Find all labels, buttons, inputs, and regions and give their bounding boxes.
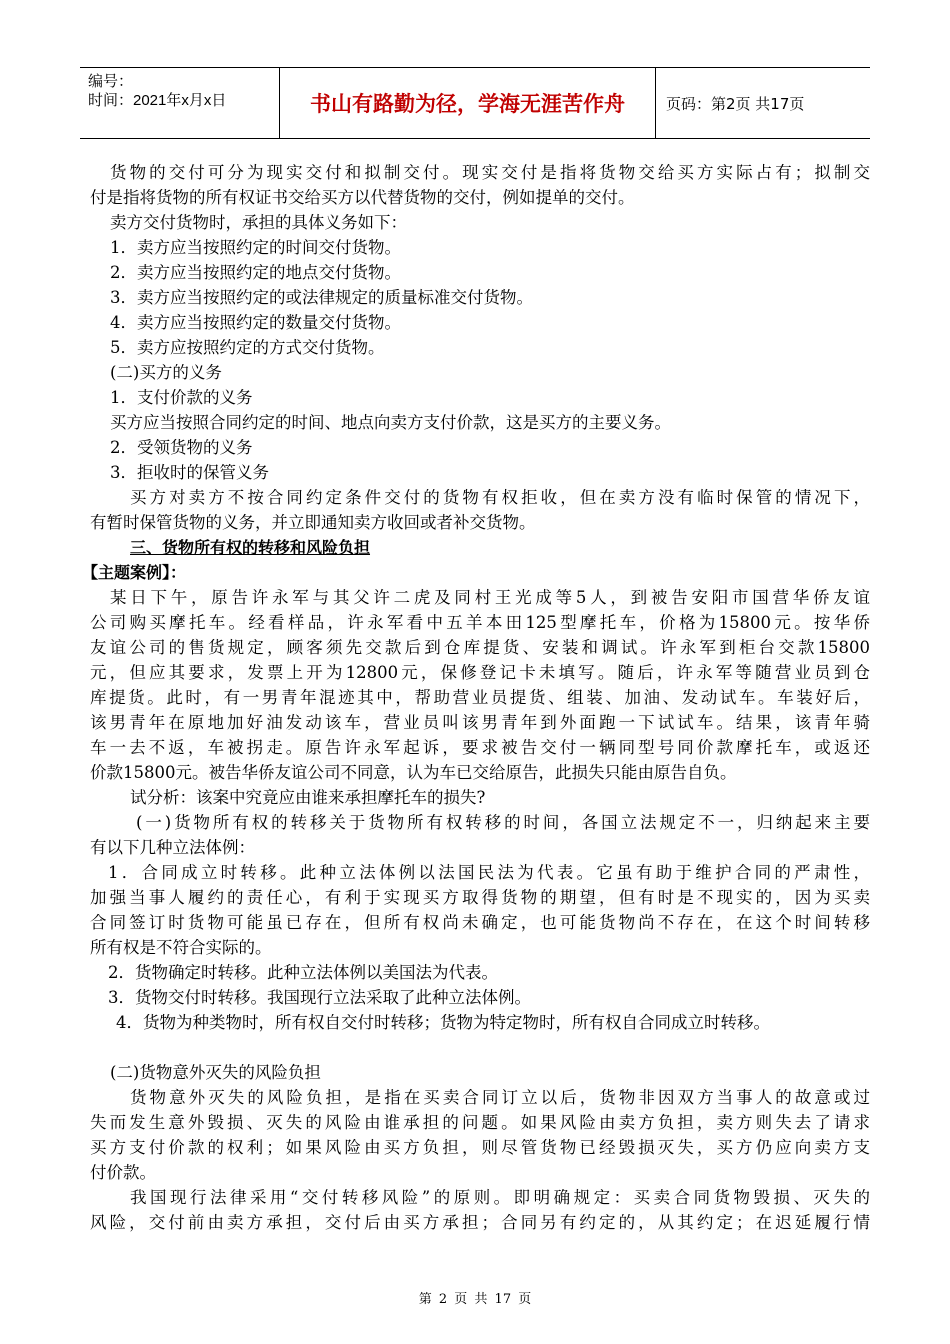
paragraph-line: 价款15800元。被告华侨友谊公司不同意，认为车已交给原告，此损失只能由原告自负。: [90, 763, 737, 782]
list-item: 4．卖方应当按照约定的数量交付货物。: [110, 313, 401, 332]
list-item: 1．支付价款的义务: [110, 388, 253, 407]
header-page-label: 页码：第2页 共17页: [666, 94, 805, 113]
paragraph-line: 有以下几种立法体例：: [90, 838, 255, 857]
page-header: [80, 67, 870, 139]
paragraph-line: 付是指将货物的所有权证书交给买方以代替货物的交付，例如提单的交付。: [90, 188, 635, 207]
paragraph-line: 付价款。: [90, 1163, 156, 1182]
list-item: 1．合同成立时转移。此种立法体例以法国民法为代表。它虽有助于维护合同的严肃性，: [108, 863, 870, 882]
list-item: 2．卖方应当按照约定的地点交付货物。: [110, 263, 401, 282]
list-item: 3．拒收时的保管义务: [110, 463, 269, 482]
paragraph-line: 失而发生意外毁损、灭失的风险由谁承担的问题。如果风险由卖方负担，卖方则失去了请求: [90, 1113, 870, 1132]
paragraph-line: 货物的交付可分为现实交付和拟制交付。现实交付是指将货物交给买方实际占有；拟制交: [110, 163, 870, 182]
paragraph-line: 车一去不返，车被拐走。原告许永军起诉，要求被告交付一辆同型号同价款摩托车，或返还: [90, 738, 870, 757]
paragraph-line: 所有权是不符合实际的。: [90, 938, 272, 957]
blank-line: [90, 1035, 870, 1060]
document-body: [82, 160, 870, 1235]
paragraph-line: (一)货物所有权的转移关于货物所有权转移的时间，各国立法规定不一，归纳起来主要: [136, 813, 870, 832]
paragraph-line: 货物意外灭失的风险负担，是指在买卖合同订立以后，货物非因双方当事人的故意或过: [130, 1088, 870, 1107]
list-item: 3．卖方应当按照约定的或法律规定的质量标准交付货物。: [110, 288, 533, 307]
paragraph-line: 元，但应其要求，发票上开为12800元，保修登记卡未填写。随后，许永军等随营业员到仓: [90, 663, 870, 682]
paragraph-line: 合同签订时货物可能虽已存在，但所有权尚未确定，也可能货物尚不存在，在这个时间转移: [90, 913, 870, 932]
case-heading: 【主题案例】：: [82, 563, 187, 582]
header-meta: [80, 68, 280, 138]
paragraph-line: 买方支付价款的权利；如果风险由买方负担，则尽管货物已经毁损灭失，买方仍应向卖方支: [90, 1138, 870, 1157]
paragraph-line: 买方应当按照合同约定的时间、地点向卖方支付价款，这是买方的主要义务。: [110, 413, 671, 432]
list-item: 2．受领货物的义务: [110, 438, 253, 457]
paragraph-line: 我国现行法律采用“交付转移风险”的原则。即明确规定：买卖合同货物毁损、灭失的: [130, 1188, 870, 1207]
list-item: 1．卖方应当按照约定的时间交付货物。: [110, 238, 401, 257]
subsection-heading: (二)货物意外灭失的风险负担: [110, 1063, 321, 1082]
subsection-heading: (二)买方的义务: [110, 363, 222, 382]
list-item: 4．货物为种类物时，所有权自交付时转移；货物为特定物时，所有权自合同成立时转移。: [116, 1013, 770, 1032]
paragraph-line: 友谊公司的售货规定，顾客须先交款后到仓库提货、安装和调试。许永军到柜台交款15800: [90, 638, 870, 657]
paragraph-line: 加强当事人履约的责任心，有利于实现买方取得货物的期望，但有时是不现实的，因为买卖: [90, 888, 870, 907]
paragraph-line: 试分析：该案中究竟应由谁来承担摩托车的损失?: [130, 788, 486, 807]
list-item: 2．货物确定时转移。此种立法体例以美国法为代表。: [108, 963, 498, 982]
paragraph-line: 卖方交付货物时，承担的具体义务如下：: [110, 213, 407, 232]
list-item: 5．卖方应按照约定的方式交付货物。: [110, 338, 385, 357]
header-motto: 书山有路勤为径，学海无涯苦作舟: [280, 68, 656, 138]
paragraph-line: 该男青年在原地加好油发动该车，营业员叫该男青年到外面跑一下试试车。结果，该青年骑: [90, 713, 870, 732]
paragraph-line: 公司购买摩托车。经看样品，许永军看中五羊本田125型摩托车，价格为15800元。按华侨: [90, 613, 870, 632]
section-heading: 三、货物所有权的转移和风险负担: [130, 538, 371, 557]
list-item: 3．货物交付时转移。我国现行立法采取了此种立法体例。: [108, 988, 531, 1007]
document-number-label: 编号：: [88, 73, 134, 90]
paragraph-line: 某日下午，原告许永军与其父许二虎及同村王光成等5人，到被告安阳市国营华侨友谊: [110, 588, 870, 607]
paragraph-line: 买方对卖方不按合同约定条件交付的货物有权拒收，但在卖方没有临时保管的情况下，: [130, 488, 870, 507]
paragraph-line: 有暂时保管货物的义务，并立即通知卖方收回或者补交货物。: [90, 513, 536, 532]
paragraph-line: 风险，交付前由卖方承担，交付后由买方承担；合同另有约定的，从其约定；在迟延履行情: [90, 1213, 870, 1232]
page-footer: 第 2 页 共 17 页: [418, 1292, 532, 1307]
document-time-label: 时间：2021年x月x日: [88, 92, 227, 109]
paragraph-line: 库提货。此时，有一男青年混迹其中，帮助营业员提货、组装、加油、发动试车。车装好后，: [90, 688, 870, 707]
